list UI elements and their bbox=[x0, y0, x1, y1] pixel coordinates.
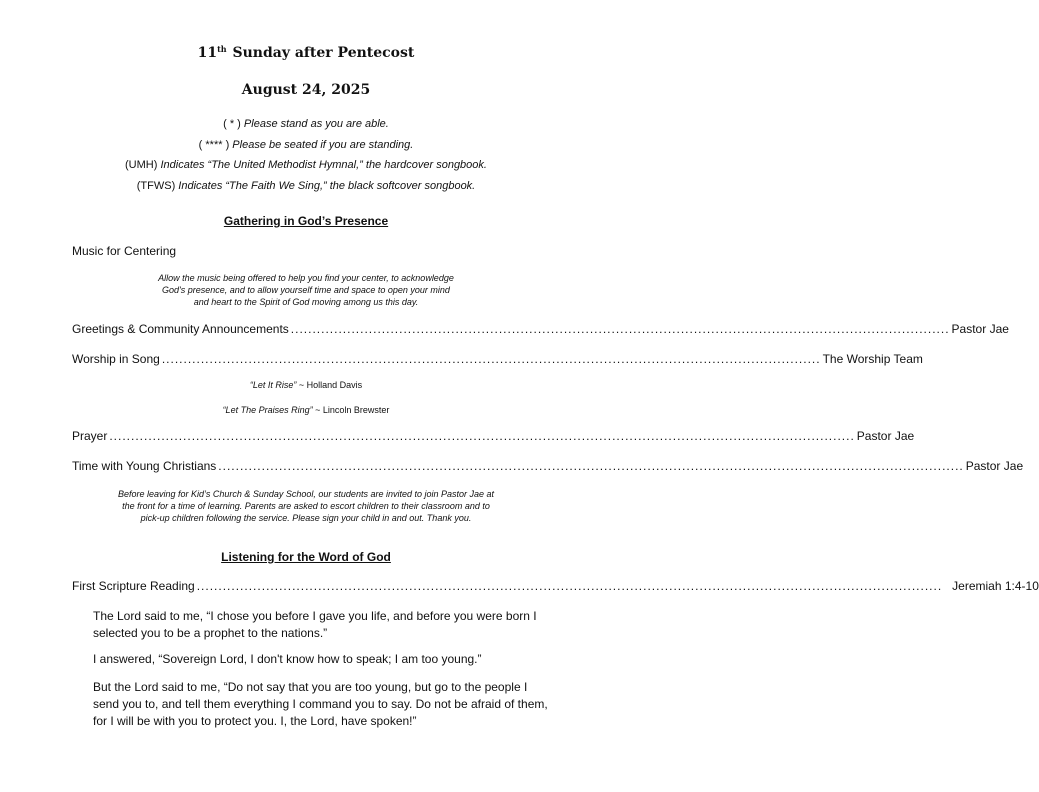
item-leader: Pastor Jae bbox=[965, 459, 1024, 473]
scripture-paragraph: But the Lord said to me, “Do not say that you are too young, but go to the people I send you to, and tell them everything I command you to say. Do not be afraid of them, for I will be with you to protect you. I, the Lord, have spoken!” bbox=[93, 680, 548, 728]
scripture-paragraph: The Lord said to me, “I chose you before I gave you life, and before you were born I selected you to be a prophet to the nations.” bbox=[93, 609, 537, 640]
title-ordinal: 11 bbox=[197, 45, 218, 61]
order-item-young-christians bbox=[72, 459, 1024, 473]
kids-note bbox=[0, 488, 612, 524]
order-item-prayer bbox=[72, 429, 915, 443]
dot-leader: ............................................................................................................................................................................ bbox=[196, 579, 943, 593]
dot-leader: ........................................................................................................................................................ bbox=[161, 352, 821, 366]
legend-text: Please stand as you are able. bbox=[243, 118, 389, 130]
scripture-paragraph: I answered, “Sovereign Lord, I don't know how to speak; I am too young.” bbox=[93, 652, 482, 666]
item-label: Worship in Song bbox=[72, 352, 160, 366]
legend-text: Indicates “The Faith We Sing,” the black softcover songbook. bbox=[178, 179, 476, 192]
note-line: Allow the music being offered to help you find your center, to acknowledge bbox=[158, 273, 454, 283]
note-line: and heart to the Spirit of God moving among us this day. bbox=[193, 297, 419, 307]
item-leader: Pastor Jae bbox=[856, 429, 915, 443]
song-line bbox=[0, 405, 612, 415]
item-label: First Scripture Reading bbox=[72, 579, 195, 593]
item-label: Prayer bbox=[72, 429, 108, 443]
legend-mark: ( **** ) bbox=[198, 138, 230, 151]
song-line bbox=[0, 380, 612, 390]
song-author: ~ Lincoln Brewster bbox=[315, 405, 390, 415]
service-date: August 24, 2025 bbox=[241, 82, 371, 98]
dot-leader: ............................................................................................................................................................................ bbox=[109, 429, 855, 443]
item-leader: Pastor Jae bbox=[951, 322, 1009, 336]
listening-heading: Listening for the Word of God bbox=[221, 550, 391, 564]
dot-leader: ........................................................................................................................................................ bbox=[290, 322, 950, 336]
legend-mark: ( * ) bbox=[223, 118, 241, 130]
legend-text: Indicates “The United Methodist Hymnal,” the hardcover songbook. bbox=[160, 159, 487, 171]
legend-item bbox=[0, 155, 612, 176]
song-title: “Let It Rise” bbox=[249, 380, 297, 390]
legend-mark: (UMH) bbox=[125, 159, 158, 171]
item-label: Greetings & Community Announcements bbox=[72, 322, 289, 336]
note-line: God's presence, and to allow yourself time and space to open your mind bbox=[162, 285, 450, 295]
title-text: Sunday after Pentecost bbox=[232, 45, 415, 61]
scripture-reference: Jeremiah 1:4-10 bbox=[952, 579, 1039, 593]
title-ordinal-suffix: th bbox=[217, 44, 227, 54]
song-title: “Let The Praises Ring” bbox=[222, 405, 313, 415]
order-item-worship-in-song bbox=[72, 352, 923, 366]
centering-note bbox=[0, 272, 612, 308]
dot-leader: ............................................................................................................................................................................ bbox=[218, 459, 964, 473]
song-author: ~ Holland Davis bbox=[298, 380, 363, 390]
legend-item bbox=[0, 135, 612, 156]
note-line: Before leaving for Kid’s Church & Sunday School, our students are invited to join Pastor Jae at bbox=[117, 489, 495, 499]
legend-mark: (TFWS) bbox=[136, 179, 176, 192]
music-for-centering: Music for Centering bbox=[72, 244, 177, 258]
gathering-heading: Gathering in God’s Presence bbox=[223, 214, 389, 228]
item-leader: The Worship Team bbox=[822, 352, 923, 366]
order-item-first-reading bbox=[72, 579, 1039, 593]
page-title bbox=[0, 44, 612, 61]
order-item-greetings bbox=[72, 322, 1009, 336]
legend-text: Please be seated if you are standing. bbox=[232, 138, 414, 151]
note-line: pick-up children following the service. Please sign your child in and out. Thank you. bbox=[140, 513, 472, 523]
note-line: the front for a time of learning. Parents are asked to escort children to their classroom and to bbox=[122, 501, 490, 511]
legend-item bbox=[0, 114, 612, 135]
legend bbox=[0, 114, 612, 196]
legend-item bbox=[0, 176, 612, 197]
item-label: Time with Young Christians bbox=[72, 459, 217, 473]
